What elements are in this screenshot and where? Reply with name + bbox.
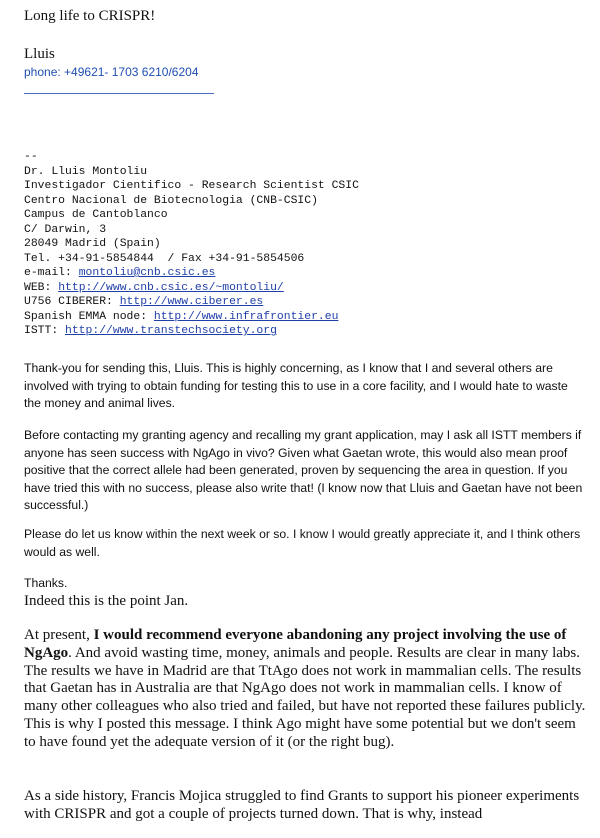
reply-rest-text: . And avoid wasting time, money, animals and people. Results are clear in many labs. The results we have in Madrid are that TtAgo does not work in mammalian cells. The results that Gaetan has in Australia are that NgAgo does not work in mammalian cells. I know of many other colleagues who also tried and failed, but have not reported these failures publicly. This is why I posted this message. I think Ago might have some potential but we don't seem to have found yet the adequate version of it (or the right bug). bbox=[24, 644, 586, 750]
phone-line: phone: +49621- 1703 6210/6204 bbox=[24, 65, 199, 79]
signature-name: Dr. Lluis Montoliu bbox=[24, 165, 148, 178]
signature-street: C/ Darwin, 3 bbox=[24, 223, 107, 236]
web-label: WEB: bbox=[24, 281, 59, 294]
signature-web-row bbox=[24, 281, 359, 296]
signature-emma-row bbox=[24, 310, 359, 325]
signature-title: Investigador Cientifico - Research Scientist CSIC bbox=[24, 180, 359, 192]
signature-ciberer-row bbox=[24, 295, 359, 310]
reply-lead-text: At present, bbox=[24, 627, 94, 643]
signature-campus: Campus de Cantoblanco bbox=[24, 209, 168, 221]
signature-email-row bbox=[24, 266, 359, 281]
signature-city: 28049 Madrid (Spain) bbox=[24, 238, 161, 250]
istt-link[interactable]: http://www.transtechsociety.org bbox=[65, 325, 277, 337]
email-signature bbox=[24, 150, 359, 339]
ciberer-link[interactable]: http://www.ciberer.es bbox=[119, 296, 264, 308]
reply-paragraph-history: As a side history, Francis Mojica struggled to find Grants to support his pioneer experiments with CRISPR and got a couple of projects turned down. That is why, instead bbox=[24, 788, 580, 822]
signature-dash: -- bbox=[24, 151, 38, 163]
greeting-line: Long life to CRISPR! bbox=[24, 8, 156, 24]
quoted-paragraph-3: Please do let us know within the next week or so. I know I would greatly appreciate it, and I think others would as well. bbox=[24, 527, 581, 559]
signature-divider bbox=[24, 93, 214, 94]
web-link[interactable]: http://www.cnb.csic.es/~montoliu/ bbox=[58, 281, 284, 294]
reply-paragraph-recommendation bbox=[24, 627, 589, 752]
quoted-paragraph-2: Before contacting my granting agency and recalling my grant application, may I ask all ISTT members if anyone has seen success with NgAgo in vivo? Given what Gaetan wrote, this would also mean proof positive that the correct allele had been generated, proven by sequencing the area in question. If you have tried this with no success, please also write that! (I know now that Lluis and Gaetan have not been successful.) bbox=[24, 428, 583, 512]
signature-phone-fax: Tel. +34-91-5854844 / Fax +34-91-5854506 bbox=[24, 252, 305, 265]
reply-intro: Indeed this is the point Jan. bbox=[24, 593, 189, 609]
quoted-thanks: Thanks. bbox=[24, 576, 68, 590]
emma-label: Spanish EMMA node: bbox=[24, 310, 154, 323]
ciberer-label: U756 CIBERER: bbox=[24, 296, 120, 308]
email-label: e-mail: bbox=[24, 267, 79, 279]
istt-label: ISTT: bbox=[24, 325, 66, 337]
email-link[interactable]: montoliu@cnb.csic.es bbox=[78, 267, 216, 279]
signature-istt-row bbox=[24, 324, 359, 339]
reply-bold-recommendation: I would recommend everyone abandoning any project involving the use of NgAgo bbox=[24, 627, 567, 661]
signature-institution: Centro Nacional de Biotecnologia (CNB-CSIC) bbox=[24, 194, 318, 207]
sender-name: Lluis bbox=[24, 46, 55, 62]
emma-link[interactable]: http://www.infrafrontier.eu bbox=[153, 310, 339, 323]
quoted-paragraph-1: Thank-you for sending this, Lluis. This is highly concerning, as I know that I and several others are involved with trying to obtain funding for testing this to use in a core facility, and I would hate to waste the money and animal lives. bbox=[24, 361, 568, 410]
